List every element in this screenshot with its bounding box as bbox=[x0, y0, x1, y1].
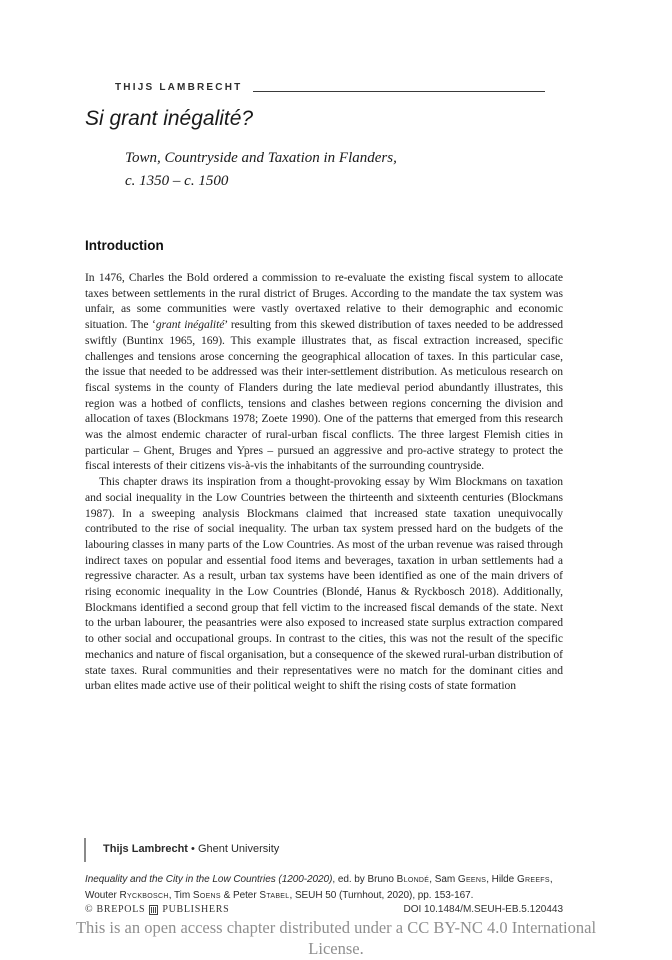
license-line2: License. bbox=[308, 939, 364, 958]
chapter-subtitle bbox=[125, 147, 397, 193]
copyright-line bbox=[85, 904, 229, 915]
publisher-text: PUBLISHERS bbox=[162, 904, 230, 915]
copyright-text: © BREPOLS bbox=[85, 904, 146, 915]
brepols-logo-icon bbox=[149, 905, 158, 915]
license-watermark bbox=[0, 917, 672, 959]
body-paragraph: This chapter draws its inspiration from a thought-provoking essay by Wim Blockmans on taxation and social inequality in the Low Countries between the thirteenth and sixteenth centuries (Blockmans 1987). In a sweeping analysis Blockmans claimed that increased state taxation unequivocally contributed to the rise of social inequality. The urban tax system pressed hard on the budgets of the labouring classes in many parts of the Low Countries. As most of the urban revenue was raised through indirect taxes on popular and essential food items and beverages, taxation in urban settlements had a regressive character. As a result, urban tax systems have been identified as one of the main drivers of rising economic inequality in the Low Countries (Blondé, Hanus & Ryckbosch 2018). Additionally, Blockmans identified a second group that fell victim to the increased fiscal demands of the state. Next to the urban labourer, the peasantries were also exposed to increased state surplus extraction compared to other social and occupational groups. In contrast to the cities, this was not the result of the specific mechanics and nature of fiscal organisation, but a consequence of the skewed rural-urban distribution of state taxes. Rural communities and their representatives were no match for the dominant cities and urban elites made active use of their political weight to shift the rising costs of state formation bbox=[85, 475, 563, 693]
citation-line2: Wouter Ryckbosch, Tim Soens & Peter Stabel, SEUH 50 (Turnhout, 2020), pp. 153-167. bbox=[85, 889, 474, 901]
affiliation-author-name: Thijs Lambrecht bbox=[103, 843, 188, 855]
chapter-subtitle-line1: Town, Countryside and Taxation in Flanders, bbox=[125, 150, 397, 166]
section-heading: Introduction bbox=[85, 238, 164, 253]
body-text bbox=[85, 270, 563, 694]
header-rule bbox=[253, 91, 545, 92]
body-paragraph: In 1476, Charles the Bold ordered a commission to re-evaluate the existing fiscal system to allocate taxes between settlements in the rural district of Bruges. According to the mandate the tax system was unfair, as some communities were vastly overtaxed relative to their demographic and economic situation. The ‘grant inégalité’ resulting from this skewed distribution of taxes needed to be addressed swiftly (Buntinx 1965, 169). This example illustrates that, as fiscal extraction increased, specific challenges and tensions arose concerning the geographical allocation of taxes. In this particular case, the issue that needed to be addressed was their inter-settlement distribution. As meticulous research on fiscal systems in the county of Flanders during the late medieval period abundantly illustrates, this region was a hotbed of conflicts, tensions and clashes between regions concerning the division and allocation of taxes (Blockmans 1978; Zoete 1990). One of the patterns that emerged from this research was the almost endemic character of rural-urban fiscal conflicts. The three largest Flemish cities in particular – Ghent, Bruges and Ypres – pursued an aggressive and pro-active strategy to protect the fiscal interests of their citizens vis-à-vis the inhabitants of the surrounding countryside. bbox=[85, 271, 563, 473]
author-affiliation bbox=[103, 843, 279, 855]
running-header-author: THIJS LAMBRECHT bbox=[115, 82, 243, 93]
affiliation-bullet: • bbox=[191, 843, 195, 855]
affiliation-institution: Ghent University bbox=[197, 843, 280, 855]
footnote-bar bbox=[84, 838, 86, 862]
imprint-row bbox=[85, 904, 563, 915]
citation-line1: Inequality and the City in the Low Countries (1200-2020), ed. by Bruno Blondé, Sam Geens, Hilde Greefs, bbox=[85, 874, 553, 885]
chapter-title: Si grant inégalité? bbox=[85, 107, 254, 130]
book-citation bbox=[85, 872, 585, 903]
doi-text: DOI 10.1484/M.SEUH-EB.5.120443 bbox=[403, 904, 563, 915]
chapter-subtitle-line2: c. 1350 – c. 1500 bbox=[125, 173, 229, 189]
license-line1: This is an open access chapter distributed under a CC BY-NC 4.0 International bbox=[75, 918, 597, 937]
